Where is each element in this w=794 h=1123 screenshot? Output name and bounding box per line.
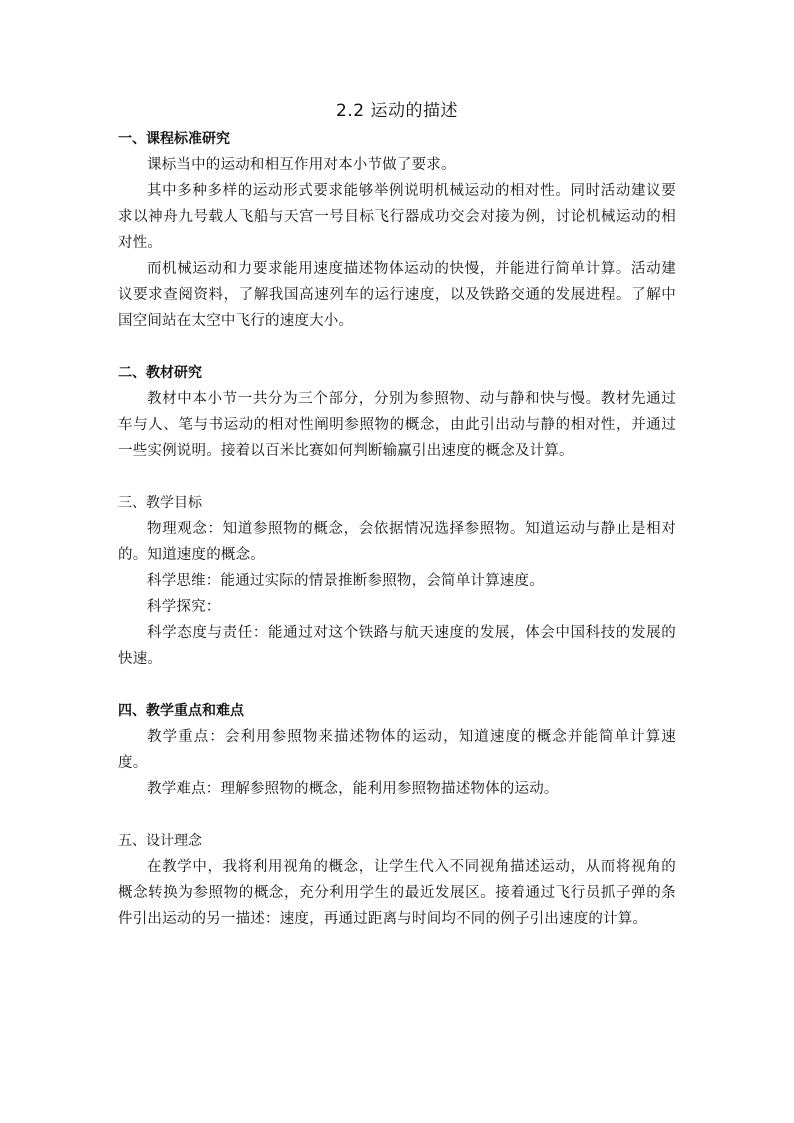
paragraph: 而机械运动和力要求能用速度描述物体运动的快慢，并能进行简单计算。活动建议要求查阅资料，了解我国高速列车的运行速度，以及铁路交通的发展进程。了解中国空间站在太空中飞行的速度大小。	[118, 261, 676, 329]
section-heading: 四、教学重点和难点	[118, 703, 244, 719]
document-body	[118, 98, 676, 932]
paragraph: 科学思维：能通过实际的情景推断参照物，会简单计算速度。	[147, 573, 544, 589]
section-heading: 三、教学目标	[118, 495, 202, 511]
paragraph: 课标当中的运动和相互作用对本小节做了要求。	[147, 157, 456, 173]
paragraph: 物理观念：知道参照物的概念，会依据情况选择参照物。知道运动与静止是相对的。知道速度的概念。	[118, 521, 676, 563]
document-title: 2.2 运动的描述	[336, 101, 458, 121]
paragraph: 科学态度与责任：能通过对这个铁路与航天速度的发展，体会中国科技的发展的快速。	[118, 625, 676, 667]
paragraph: 科学探究：	[147, 599, 221, 615]
section-heading: 五、设计理念	[118, 833, 202, 849]
section-textbook-study	[118, 360, 676, 464]
section-heading: 一、课程标准研究	[118, 131, 230, 147]
section-heading: 二、教材研究	[118, 365, 202, 381]
section-teaching-goals	[118, 490, 676, 672]
paragraph: 教材中本小节一共分为三个部分，分别为参照物、动与静和快与慢。教材先通过车与人、笔与书运动的相对性阐明参照物的概念，由此引出动与静的相对性，并通过一些实例说明。接着以百米比赛如何判断输赢引出速度的概念及计算。	[118, 391, 676, 459]
paragraph: 在教学中，我将利用视角的概念，让学生代入不同视角描述运动，从而将视角的概念转换为参照物的概念，充分利用学生的最近发展区。接着通过飞行员抓子弹的条件引出运动的另一描述：速度，再通过距离与时间均不同的例子引出速度的计算。	[118, 859, 676, 927]
paragraph: 教学难点：理解参照物的概念，能利用参照物描述物体的运动。	[147, 781, 559, 797]
paragraph: 教学重点：会利用参照物来描述物体的运动，知道速度的概念并能简单计算速度。	[118, 729, 676, 771]
section-curriculum-standard	[118, 126, 676, 334]
section-design-concept	[118, 828, 676, 932]
paragraph: 其中多种多样的运动形式要求能够举例说明机械运动的相对性。同时活动建议要求以神舟九号载人飞船与天宫一号目标飞行器成功交会对接为例，讨论机械运动的相对性。	[118, 183, 676, 251]
section-key-points	[118, 698, 676, 802]
